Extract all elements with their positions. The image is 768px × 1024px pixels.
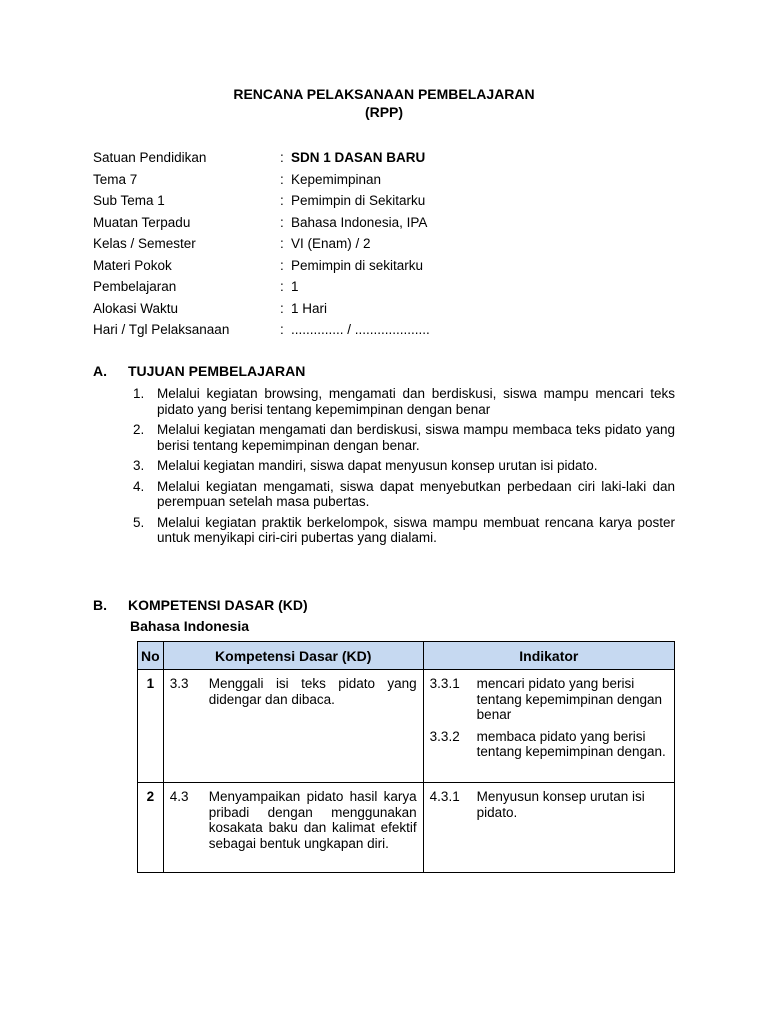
goal-number: 1. — [133, 386, 145, 401]
identity-row — [93, 148, 693, 170]
section-a-title: TUJUAN PEMBELAJARAN — [128, 363, 306, 379]
goal-number: 2. — [133, 422, 145, 437]
identity-colon: : — [280, 257, 284, 273]
indicator-code: 4.3.1 — [429, 789, 460, 804]
subject-label: Bahasa Indonesia — [130, 618, 250, 634]
identity-value: SDN 1 DASAN BARU — [291, 150, 426, 165]
goal-number: 4. — [133, 478, 145, 494]
indicator-text: membaca pidato yang berisi tentang kepemimpinan dengan. — [476, 728, 666, 759]
indicator-entry — [430, 676, 668, 723]
identity-value: VI (Enam) / 2 — [291, 236, 371, 251]
identity-value: Kepemimpinan — [291, 171, 382, 187]
identity-colon: : — [280, 150, 284, 165]
identity-block — [93, 148, 693, 342]
identity-row — [93, 299, 693, 321]
section-b-heading — [93, 597, 308, 613]
document-title: RENCANA PELAKSANAAN PEMBELAJARAN — [233, 86, 535, 102]
identity-colon: : — [280, 236, 284, 251]
identity-colon: : — [280, 279, 284, 294]
list-item — [133, 422, 675, 453]
goal-text: Melalui kegiatan mengamati, siswa dapat menyebutkan perbedaan ciri laki-laki dan perempuan setelah masa pubertas. — [157, 478, 675, 509]
identity-value: Pemimpin di Sekitarku — [291, 193, 426, 208]
indicator-code: 3.3.2 — [429, 728, 460, 744]
kd-code: 4.3 — [169, 789, 189, 804]
indicator-text: mencari pidato yang berisi tentang kepemimpinan dengan benar — [476, 676, 663, 722]
section-a-heading — [93, 363, 305, 379]
kd-entry — [170, 676, 417, 707]
section-b-title: KOMPETENSI DASAR (KD) — [128, 597, 308, 613]
indicator-entry — [430, 789, 668, 820]
identity-value: 1 — [291, 279, 299, 294]
goal-text: Melalui kegiatan mandiri, siswa dapat menyusun konsep urutan isi pidato. — [157, 458, 598, 473]
identity-value: Pemimpin di sekitarku — [291, 257, 424, 273]
goal-text: Melalui kegiatan browsing, mengamati dan berdiskusi, siswa mampu mencari teks pidato yang berisi tentang kepemimpinan dengan benar — [157, 386, 675, 417]
identity-label: Pembelajaran — [93, 279, 177, 294]
identity-row — [93, 320, 693, 342]
identity-label: Hari / Tgl Pelaksanaan — [93, 322, 230, 337]
identity-label: Muatan Terpadu — [93, 214, 191, 230]
identity-label: Materi Pokok — [93, 257, 172, 273]
kd-text: Menyampaikan pidato hasil karya pribadi dengan menggunakan kosakata baku dan kalimat efektif sebagai bentuk ungkapan diri. — [208, 789, 417, 851]
indicator-code: 3.3.1 — [429, 676, 460, 691]
indicator-entry — [430, 729, 668, 760]
identity-colon: : — [280, 193, 284, 208]
identity-row — [93, 234, 693, 256]
section-b-letter: B. — [93, 597, 107, 613]
indicator-text: Menyusun konsep urutan isi pidato. — [476, 789, 645, 820]
identity-colon: : — [280, 322, 284, 337]
section-a-letter: A. — [93, 363, 107, 379]
table-row — [138, 783, 675, 873]
column-header-indicator: Indikator — [423, 642, 674, 670]
row-number: 2 — [138, 783, 164, 873]
identity-row — [93, 191, 693, 213]
identity-row — [93, 277, 693, 299]
identity-label: Sub Tema 1 — [93, 193, 165, 208]
identity-colon: : — [280, 214, 284, 230]
kd-entry — [170, 789, 417, 851]
kd-code: 3.3 — [169, 676, 189, 691]
kd-cell — [163, 783, 423, 873]
competency-table — [137, 641, 675, 873]
goal-text: Melalui kegiatan praktik berkelompok, siswa mampu membuat rencana karya poster untuk menyikapi ciri-ciri pubertas yang dialami. — [157, 514, 675, 545]
column-header-kd: Kompetensi Dasar (KD) — [163, 642, 423, 670]
list-item — [133, 479, 675, 510]
identity-value: 1 Hari — [291, 300, 328, 316]
goal-number: 3. — [133, 458, 145, 473]
list-item — [133, 458, 675, 474]
identity-value: .............. / .................... — [291, 322, 430, 337]
identity-label: Kelas / Semester — [93, 236, 196, 251]
identity-row — [93, 170, 693, 192]
identity-row — [93, 256, 693, 278]
list-item — [133, 515, 675, 546]
identity-label: Satuan Pendidikan — [93, 150, 207, 165]
goal-text: Melalui kegiatan mengamati dan berdiskusi, siswa mampu membaca teks pidato yang berisi tentang kepemimpinan dengan benar. — [157, 422, 675, 453]
kd-text: Menggali isi teks pidato yang didengar dan dibaca. — [208, 676, 417, 707]
indicator-cell — [423, 670, 674, 783]
identity-label: Alokasi Waktu — [93, 300, 179, 316]
learning-goals-list — [133, 386, 675, 551]
column-header-no: No — [138, 642, 164, 670]
identity-colon: : — [280, 300, 284, 316]
identity-value: Bahasa Indonesia, IPA — [291, 214, 428, 230]
kd-cell — [163, 670, 423, 783]
identity-colon: : — [280, 171, 284, 187]
goal-number: 5. — [133, 514, 145, 530]
row-number: 1 — [138, 670, 164, 783]
identity-row — [93, 213, 693, 235]
table-header-row — [138, 642, 675, 670]
document-subtitle: (RPP) — [364, 104, 404, 120]
table-row — [138, 670, 675, 783]
indicator-cell — [423, 783, 674, 873]
list-item — [133, 386, 675, 417]
identity-label: Tema 7 — [93, 171, 138, 187]
